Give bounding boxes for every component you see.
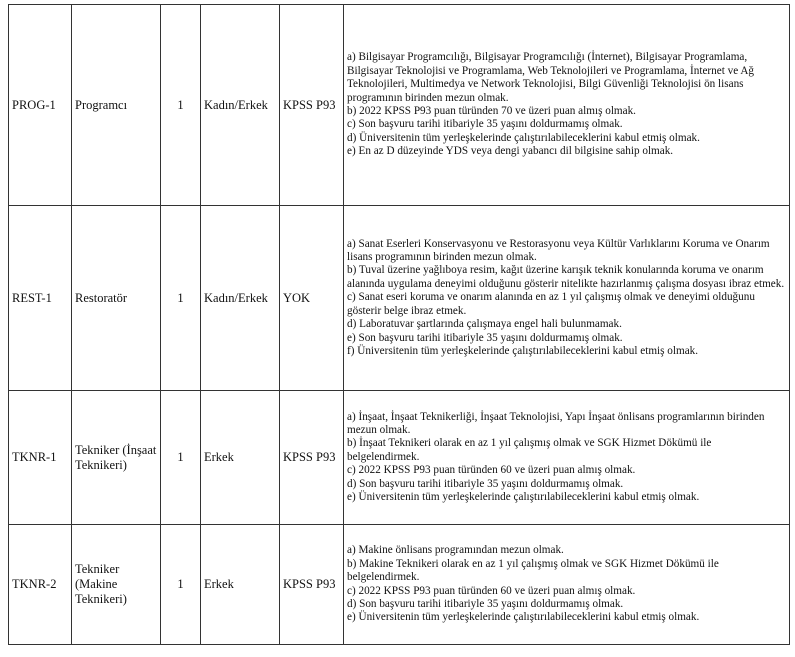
position-exam: KPSS P93: [280, 5, 344, 206]
position-gender: Erkek: [201, 391, 280, 525]
requirement-item: c) Sanat eseri koruma ve onarım alanında en az 1 yıl çalışmış olmak ve deneyimi olduğunu gösterir belge ibraz etmek.: [347, 291, 755, 317]
requirement-item: d) Son başvuru tarihi itibariyle 35 yaşını doldurmamış olmak.: [347, 597, 624, 610]
requirement-item: a) Sanat Eserleri Konservasyonu ve Restorasyonu veya Kültür Varlıklarını Koruma ve Onarım lisans programının birinden mezun olmak.: [347, 237, 770, 264]
position-count: 1: [161, 206, 201, 391]
position-code: TKNR-2: [9, 525, 72, 645]
requirement-item: a) İnşaat, İnşaat Teknikerliği, İnşaat Teknolojisi, Yapı İnşaat önlisans programlarının birinden mezun olmak.: [347, 410, 765, 436]
requirements-cell: [344, 525, 790, 645]
table-row: [9, 525, 790, 645]
position-count: 1: [161, 391, 201, 525]
position-exam: KPSS P93: [280, 391, 344, 525]
position-exam: YOK: [280, 206, 344, 391]
position-count: 1: [161, 525, 201, 645]
requirement-item: b) İnşaat Teknikeri olarak en az 1 yıl çalışmış olmak ve SGK Hizmet Dökümü ile belgelendirmek.: [347, 437, 712, 463]
requirement-item: b) Makine Teknikeri olarak en az 1 yıl çalışmış olmak ve SGK Hizmet Dökümü ile belgelendirmek.: [347, 557, 719, 584]
requirement-item: c) Son başvuru tarihi itibariyle 35 yaşını doldurmamış olmak.: [347, 118, 623, 131]
position-code: REST-1: [9, 206, 72, 391]
position-title: Tekniker (Makine Teknikeri): [72, 525, 161, 645]
position-code: PROG-1: [9, 5, 72, 206]
requirement-item: c) 2022 KPSS P93 puan türünden 60 ve üzeri puan almış olmak.: [347, 464, 636, 477]
requirement-item: f) Üniversitenin tüm yerleşkelerinde çalıştırılabileceklerini kabul etmiş olmak.: [347, 344, 699, 357]
position-title: Restoratör: [72, 206, 161, 391]
requirement-item: d) Laboratuvar şartlarında çalışmaya engel hali bulunmamak.: [347, 318, 622, 331]
requirement-item: e) En az D düzeyinde YDS veya dengi yabancı dil bilgisine sahip olmak.: [347, 145, 674, 158]
position-exam: KPSS P93: [280, 525, 344, 645]
requirement-item: e) Son başvuru tarihi itibariyle 35 yaşını doldurmamış olmak.: [347, 331, 623, 344]
position-gender: Erkek: [201, 525, 280, 645]
position-title: Tekniker (İnşaat Teknikeri): [72, 391, 161, 525]
position-gender: Kadın/Erkek: [201, 206, 280, 391]
requirements-cell: [344, 391, 790, 525]
position-title: Programcı: [72, 5, 161, 206]
table-row: [9, 391, 790, 525]
requirement-item: d) Son başvuru tarihi itibariyle 35 yaşını doldurmamış olmak.: [347, 477, 624, 490]
position-gender: Kadın/Erkek: [201, 5, 280, 206]
position-count: 1: [161, 5, 201, 206]
requirement-item: a) Makine önlisans programından mezun olmak.: [347, 544, 564, 557]
requirement-item: d) Üniversitenin tüm yerleşkelerinde çalıştırılabileceklerini kabul etmiş olmak.: [347, 131, 700, 144]
position-code: TKNR-1: [9, 391, 72, 525]
requirement-item: e) Üniversitenin tüm yerleşkelerinde çalıştırılabileceklerini kabul etmiş olmak.: [347, 611, 700, 624]
requirements-cell: [344, 206, 790, 391]
requirements-cell: [344, 5, 790, 206]
table-row: [9, 206, 790, 391]
requirement-item: b) 2022 KPSS P93 puan türünden 70 ve üzeri puan almış olmak.: [347, 105, 636, 117]
table-row: [9, 5, 790, 206]
requirement-item: b) Tuval üzerine yağlıboya resim, kağıt üzerine karışık teknik konularında koruma ve onarım alanında uygulama deneyimi olduğunu gösterir nitelikte hazırlanmış çalışma dosyası ibraz etmek.: [347, 264, 785, 290]
requirement-item: e) Üniversitenin tüm yerleşkelerinde çalıştırılabileceklerini kabul etmiş olmak.: [347, 491, 700, 504]
requirement-item: c) 2022 KPSS P93 puan türünden 60 ve üzeri puan almış olmak.: [347, 584, 636, 597]
requirement-item: a) Bilgisayar Programcılığı, Bilgisayar Programcılığı (İnternet), Bilgisayar Programlama, Bilgisayar Teknolojisi ve Programlama, Web Teknolojileri ve Programlama, İnternet ve Ağ Teknolojileri, Multimedya ve Network Teknolojisi, Bilgi Güvenliği Teknolojisi ön lisans programının birinden mezun olmak.: [347, 51, 755, 104]
positions-table: [8, 4, 790, 645]
